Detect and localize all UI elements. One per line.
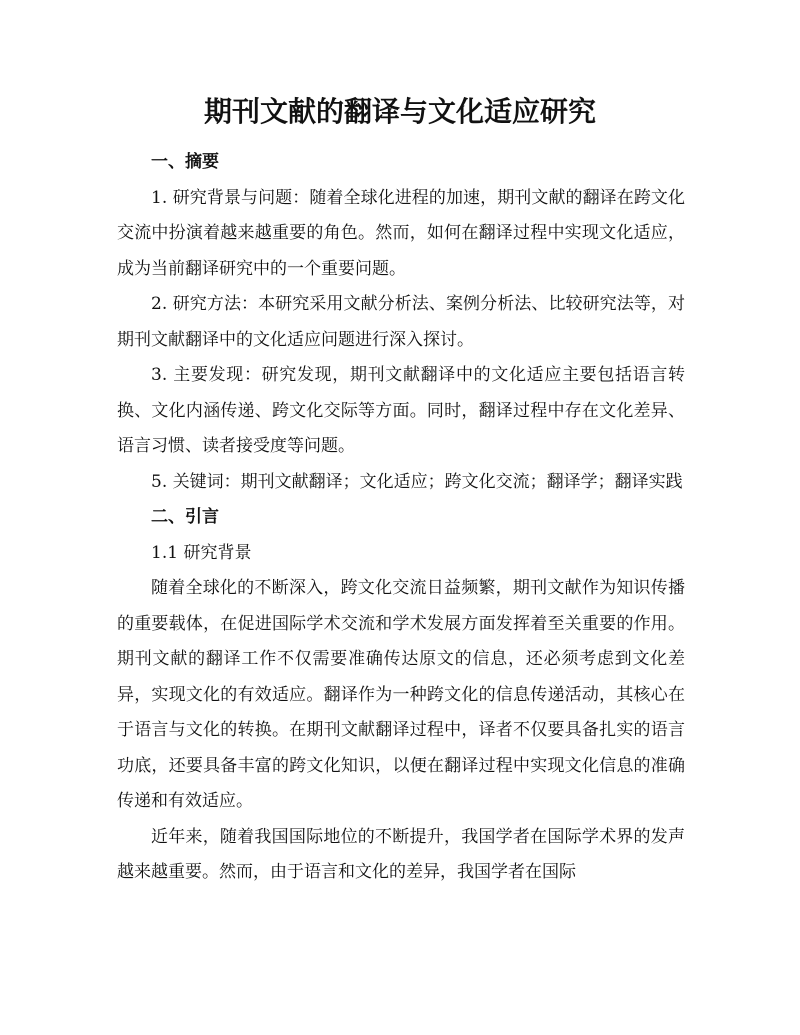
abstract-paragraph-keywords: 5. 关键词：期刊文献翻译；文化适应；跨文化交流；翻译学；翻译实践 (151, 471, 683, 492)
section-heading-introduction: 二、引言 (151, 507, 219, 527)
abstract-paragraph-background: 1. 研究背景与问题：随着全球化进程的加速，期刊文献的翻译在跨文化交流中扮演着越来越重要的角色。然而，如何在翻译过程中实现文化适应，成为当前翻译研究中的一个重要问题。 (117, 187, 685, 279)
document-body (117, 145, 685, 891)
abstract-paragraph-methods: 2. 研究方法：本研究采用文献分析法、案例分析法、比较研究法等，对期刊文献翻译中的文化适应问题进行深入探讨。 (117, 294, 685, 350)
introduction-paragraph: 随着全球化的不断深入，跨文化交流日益频繁，期刊文献作为知识传播的重要载体，在促进国际学术交流和学术发展方面发挥着至关重要的作用。期刊文献的翻译工作不仅需要准确传达原文的信息，还必须考虑到文化差异，实现文化的有效适应。翻译作为一种跨文化的信息传递活动，其核心在于语言与文化的转换。在期刊文献翻译过程中，译者不仅要具备扎实的语言功底，还要具备丰富的跨文化知识，以便在翻译过程中实现文化信息的准确传递和有效适应。 (117, 578, 685, 811)
section-heading-abstract: 一、摘要 (151, 152, 219, 172)
introduction-paragraph: 近年来，随着我国国际地位的不断提升，我国学者在国际学术界的发声越来越重要。然而，由于语言和文化的差异，我国学者在国际 (117, 826, 685, 882)
abstract-paragraph-findings: 3. 主要发现：研究发现，期刊文献翻译中的文化适应主要包括语言转换、文化内涵传递、跨文化交际等方面。同时，翻译过程中存在文化差异、语言习惯、读者接受度等问题。 (117, 365, 685, 456)
subsection-heading-background: 1.1 研究背景 (151, 542, 252, 563)
document-title: 期刊文献的翻译与文化适应研究 (203, 95, 596, 128)
